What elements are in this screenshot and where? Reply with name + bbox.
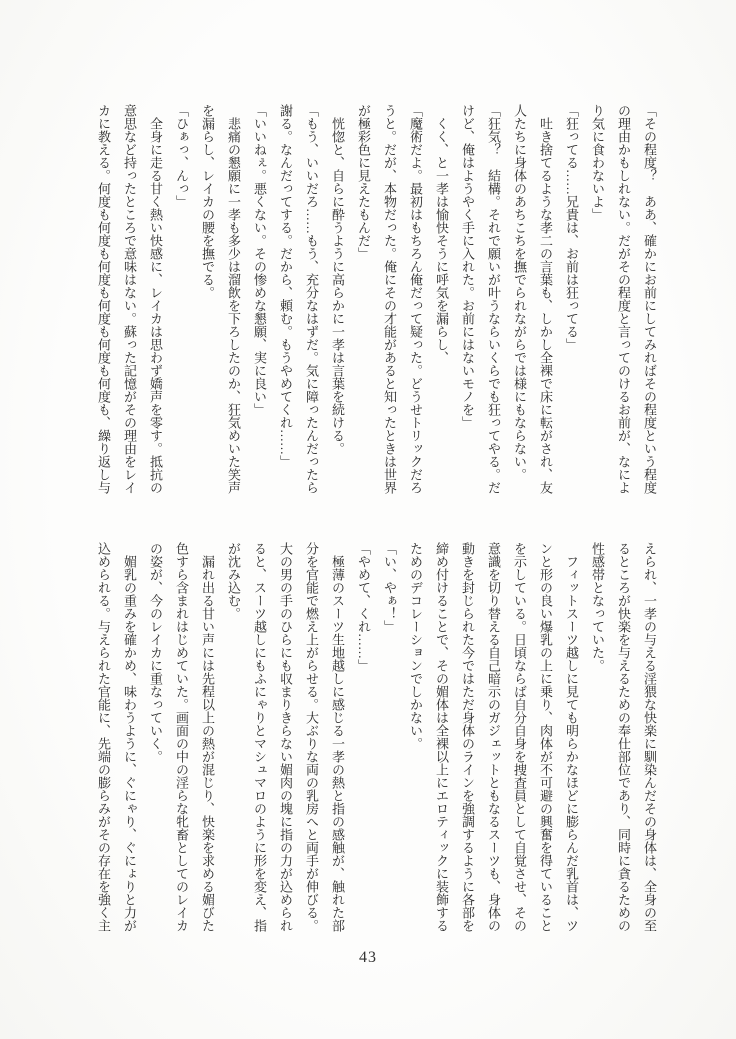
text-column: 「その程度？ ああ、確かにお前にしてみればその程度という程度 xyxy=(642,104,657,494)
text-column: けど、俺はようやく手に入れた。お前にはないモノを」 xyxy=(460,104,475,429)
text-column: 込められる。与えられた官能に、先端の膨らみがその存在を強く主 xyxy=(96,542,111,932)
text-column: を漏らし、レイカの腰を撫でる。 xyxy=(200,104,215,299)
text-column: 「狂気？ 結構。それで願いが叶うならいくらでも狂ってやる。だ xyxy=(486,104,501,494)
page-number: 43 xyxy=(359,949,377,966)
text-column: フィットスーツ越しに見ても明らかなほどに膨らんだ乳首は、ツ xyxy=(564,542,579,932)
text-column: 「魔術だよ。最初はもちろん俺だって疑った。どうせトリックだろ xyxy=(408,104,423,494)
text-column: 媚乳の重みを確かめ、味わうように、ぐにゃり、ぐにょりと力が xyxy=(122,542,137,932)
text-column: 漏れ出る甘い声には先程以上の熱が混じり、快楽を求める媚びた xyxy=(200,542,215,932)
text-column: 悲痛の懇願に一孝も多少は溜飲を下ろしたのか、狂気めいた笑声 xyxy=(226,104,241,494)
text-column: くく、と一孝は愉快そうに呼気を漏らし、 xyxy=(434,104,449,364)
text-column: の理由かもしれない。だがその程度と言ってのけるお前が、なによ xyxy=(616,104,631,494)
text-column: り気に食わないよ」 xyxy=(590,104,605,221)
text-column: 「ひぁっ、んっ」 xyxy=(174,104,189,208)
text-column: 恍惚と、自らに酔うように高らかに一孝は言葉を続ける。 xyxy=(330,104,345,455)
text-column: 締め付けることで、その媚体は全裸以上にエロティックに装飾する xyxy=(434,542,449,932)
text-column: 人たちに身体のあちこちを撫でられながらでは様にもならない。 xyxy=(512,104,527,481)
text-column: 動きを封じられた今ではただ身体のラインを強調するように各部を xyxy=(460,542,475,932)
text-column: 「い、やぁ！」 xyxy=(382,542,397,633)
text-column: 「やめて、くれ……」 xyxy=(356,542,371,672)
text-column: 極薄のスーツ生地越しに感じる一孝の熱と指の感触が、触れた部 xyxy=(330,542,345,932)
text-column: うと。だが、本物だった。俺にその才能があると知ったときは世界 xyxy=(382,104,397,494)
text-column: 色すら含まれはじめていた。画面の中の淫らな牝畜としてのレイカ xyxy=(174,542,189,932)
text-block-upper xyxy=(90,104,662,495)
text-column: 大の男の手のひらにも収まりきらない媚肉の塊に指の力が込められ xyxy=(278,542,293,932)
text-column: が極彩色に見えたもんだ」 xyxy=(356,104,371,260)
text-column: 「狂ってる……兄貴は、お前は狂ってる」 xyxy=(564,104,579,351)
text-column: えられ、一孝の与える淫猥な快楽に馴染んだその身体は、全身の至 xyxy=(642,542,657,932)
text-column: ンと形の良い爆乳の上に乗り、肉体が不可避の興奮を得ていること xyxy=(538,542,553,932)
text-column: 性感帯となっていた。 xyxy=(590,542,605,672)
text-column: の姿が、今のレイカに重なっていく。 xyxy=(148,542,163,763)
text-column: 意思など持ったところで意味はない。蘇った記憶がその理由をレイ xyxy=(122,104,137,494)
text-column: 謝る。なんだってする。だから、頼む。もうやめてくれ……」 xyxy=(278,104,293,468)
text-column: ると、スーツ越しにもふにゃりとマシュマロのように形を変え、指 xyxy=(252,542,267,932)
text-column: が沈み込む。 xyxy=(226,542,241,620)
text-column: 吐き捨てるような孝二の言葉も、しかし全裸で床に転がされ、友 xyxy=(538,104,553,494)
text-column: 意識を切り替える自己暗示のガジェットともなるスーツも、身体の xyxy=(486,542,501,932)
text-column: を示している。日頃ならば自分自身を捜査員として自覚させ、その xyxy=(512,542,527,932)
text-column: るところが快楽を与えるための奉仕部位であり、同時に貪るための xyxy=(616,542,631,932)
text-column: ためのデコレーションでしかない。 xyxy=(408,542,423,750)
text-column: 「いいねぇ。悪くない。その惨めな懇願、実に良い」 xyxy=(252,104,267,416)
text-block-lower xyxy=(90,542,662,933)
text-column: 「もう、いいだろ……もう、充分なはずだ。気に障ったんだったら xyxy=(304,104,319,494)
text-column: 全身に走る甘く熱い快感に、レイカは思わず嬌声を零す。抵抗の xyxy=(148,104,163,494)
text-column: 分を官能で燃え上がらせる。大ぶりな両の乳房へと両手が伸びる。 xyxy=(304,542,319,932)
text-column: カに教える。何度も何度も何度も何度も何度も何度も、繰り返し与 xyxy=(96,104,111,494)
